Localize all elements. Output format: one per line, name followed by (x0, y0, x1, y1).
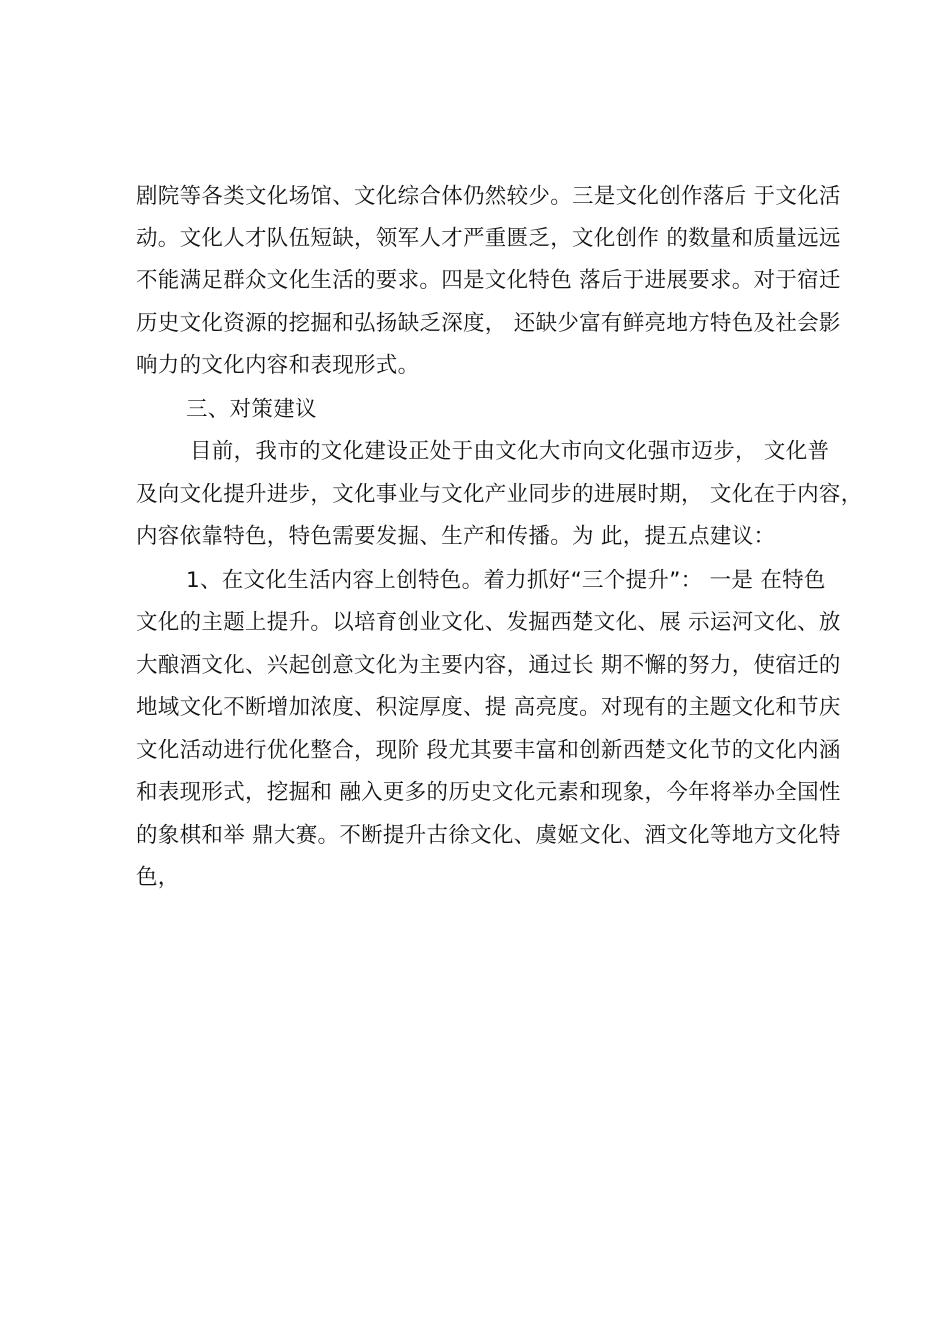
text-line: 1、在文化生活内容上创特色。着力抓好“三个提升”： 一是 在特色 (186, 568, 826, 593)
text-line: 色， (136, 865, 180, 890)
text-line: 文化的主题上提升。以培育创业文化、发掘西楚文化、展 示运河文化、放 (136, 610, 841, 635)
text-line: 大酿酒文化、兴起创意文化为主要内容，通过长 期不懈的努力，使宿迁的 (136, 653, 841, 678)
text-line: 动。文化人才队伍短缺，领军人才严重匮乏，文化创作 的数量和质量远远 (136, 226, 841, 251)
text-line: 目前，我市的文化建设正处于由文化大市向文化强市迈步， 文化普 (190, 439, 830, 464)
text-line: 和表现形式，挖掘和 融入更多的历史文化元素和现象，今年将举办全国性 (136, 780, 841, 805)
text-line: 地域文化不断增加浓度、积淀厚度、提 高亮度。对现有的主题文化和节庆 (136, 695, 841, 720)
text-line: 历史文化资源的挖掘和弘扬缺乏深度， 还缺少富有鲜亮地方特色及社会影 (136, 311, 841, 336)
text-line: 不能满足群众文化生活的要求。四是文化特色 落后于进展要求。对于宿迁 (136, 268, 841, 293)
text-line: 剧院等各类文化场馆、文化综合体仍然较少。三是文化创作落后 于文化活 (136, 184, 841, 209)
section-heading: 三、对策建议 (186, 397, 317, 422)
text-line: 的象棋和举 鼎大赛。不断提升古徐文化、虞姬文化、酒文化等地方文化特 (136, 823, 841, 848)
text-line: 及向文化提升进步，文化事业与文化产业同步的进展时期， 文化在于内容， (136, 482, 863, 507)
text-line: 响力的文化内容和表现形式。 (136, 353, 420, 378)
text-line: 文化活动进行优化整合，现阶 段尤其要丰富和创新西楚文化节的文化内涵 (136, 738, 841, 763)
text-line: 内容依靠特色，特色需要发掘、生产和传播。为 此，提五点建议： (136, 524, 776, 549)
